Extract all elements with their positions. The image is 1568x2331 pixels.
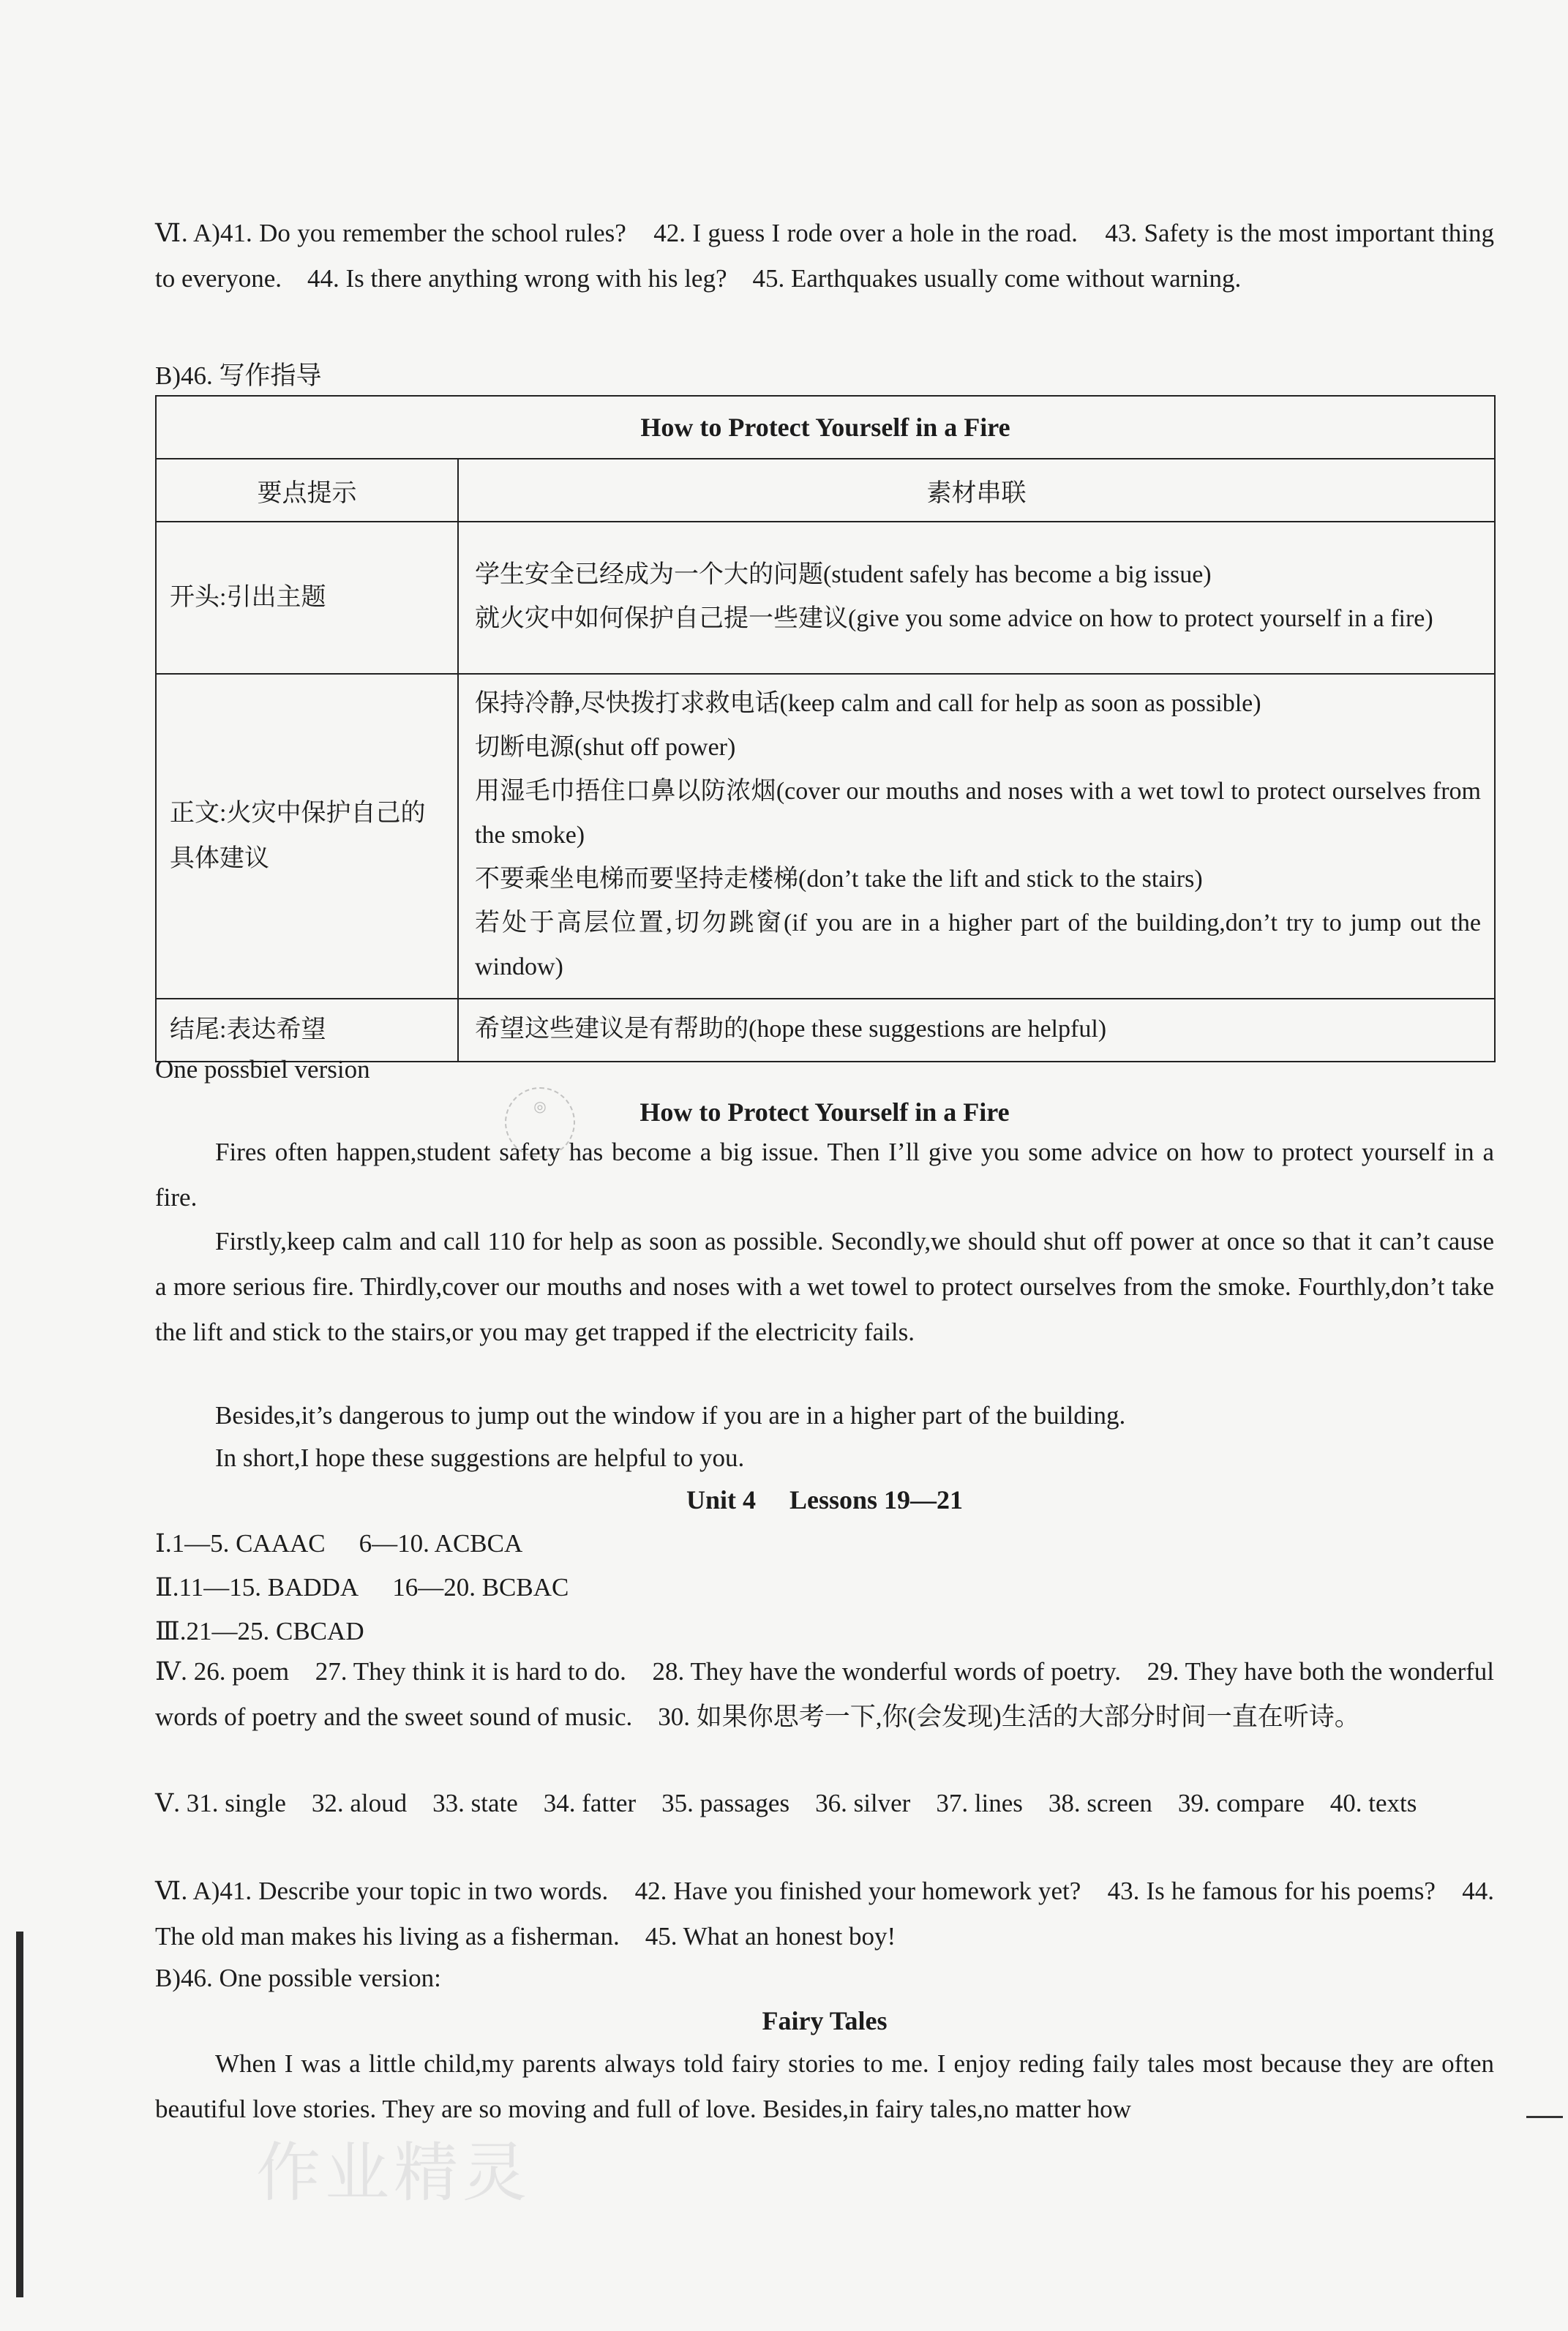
answers-section-vi-a: Ⅵ. A)41. Describe your topic in two words. 42. Have you finished your homework yet? 43. Is he famous for his poems? 44. The old man makes his living as a fisherman. 45. What an honest boy! xyxy=(155,1877,1494,1951)
answers-section-v: Ⅴ. 31. single 32. aloud 33. state 34. fatter 35. passages 36. silver 37. lines 38. screen 39. compare 40. texts xyxy=(155,1789,1417,1817)
outline-line: 切断电源(shut off power) xyxy=(475,734,736,761)
outline-line: 就火灾中如何保护自己提一些建议(give you some advice on how to protect yourself in a fire) xyxy=(475,605,1433,632)
binding-edge-shadow xyxy=(16,1932,23,2297)
outline-line: 学生安全已经成为一个大的问题(student safely has become a big issue) xyxy=(475,561,1212,588)
section-vi-b-label: B)46. 写作指导 xyxy=(155,361,322,390)
outline-content xyxy=(458,522,1495,674)
outline-key: 结尾:表达希望 xyxy=(156,999,458,1062)
unit-label: Unit 4 xyxy=(686,1485,756,1514)
outline-line: 用湿毛巾捂住口鼻以防浓烟(cover our mouths and noses with a wet towl to protect ourselves from the smoke) xyxy=(475,778,1481,849)
outline-row-opening xyxy=(156,522,1495,674)
section-vi-a-answers: Ⅵ. A)41. Do you remember the school rules? 42. I guess I rode over a hole in the road. 43. Safety is the most important thing to everyone. 44. Is there anything wrong with his leg? 45. Earthquakes usually come without warning. xyxy=(155,219,1494,293)
answers-section-ii: Ⅱ.11—15. BADDA 16—20. BCBAC xyxy=(155,1573,569,1602)
essay1-title: How to Protect Yourself in a Fire xyxy=(639,1097,1010,1127)
answers-section-i: Ⅰ.1—5. CAAAC 6—10. ACBCA xyxy=(155,1529,523,1558)
answers-section-vi-b-label: B)46. One possible version: xyxy=(155,1964,441,1992)
lessons-label: Lessons 19—21 xyxy=(789,1485,964,1514)
outline-content xyxy=(458,674,1495,999)
essay1-paragraph: Firstly,keep calm and call 110 for help as soon as possible. Secondly,we should shut off power at once so that it can’t cause a more serious fire. Thirdly,cover our mouths and noses with a wet towel to protect ourselves from the smoke. Fourthly,don’t take the lift and stick to the stairs,or you may get trapped if the electricity fails. xyxy=(155,1227,1494,1346)
outline-key: 正文:火灾中保护自己的具体建议 xyxy=(156,674,458,999)
essay2-title: Fairy Tales xyxy=(762,2006,888,2035)
writing-outline-table xyxy=(155,395,1496,1062)
outline-row-body xyxy=(156,674,1495,999)
outline-key: 开头:引出主题 xyxy=(156,522,458,674)
watermark-text: 作业精灵 xyxy=(256,2135,532,2210)
answers-section-iv: Ⅳ. 26. poem 27. They think it is hard to do. 28. They have the wonderful words of poetry. 29. They have both the wonderful words of poetry and the sweet sound of music. 30. 如果你思考一下,你(会发现)生活的大部分时间一直在听诗。 xyxy=(155,1657,1494,1731)
unit-heading xyxy=(155,1478,1494,1522)
outline-column-material: 素材串联 xyxy=(458,459,1495,522)
outline-content xyxy=(458,999,1495,1062)
answers-section-iii: Ⅲ.21—25. CBCAD xyxy=(155,1617,364,1645)
outline-column-key-points: 要点提示 xyxy=(156,459,458,522)
outline-line: 保持冷静,尽快拨打求救电话(keep calm and call for help as soon as possible) xyxy=(475,690,1261,717)
outline-table-title: How to Protect Yourself in a Fire xyxy=(156,396,1495,459)
outline-line: 不要乘坐电梯而要坚持走楼梯(don’t take the lift and stick to the stairs) xyxy=(475,866,1203,893)
essay2-paragraph: When I was a little child,my parents always told fairy stories to me. I enjoy reding faily tales most because they are often beautiful love stories. They are so moving and full of love. Besides,in fairy tales,no matter how xyxy=(155,2049,1494,2123)
margin-dash xyxy=(1526,2116,1563,2118)
stamp-icon: ◎ xyxy=(505,1087,575,1157)
outline-line: 希望这些建议是有帮助的(hope these suggestions are helpful) xyxy=(475,1016,1107,1043)
essay1-paragraph: Besides,it’s dangerous to jump out the window if you are in a higher part of the building. xyxy=(215,1401,1126,1430)
essay1-paragraph: Fires often happen,student safety has become a big issue. Then I’ll give you some advice on how to protect yourself in a fire. xyxy=(155,1138,1494,1212)
outline-line: 若处于高层位置,切勿跳窗(if you are in a higher part of the building,don’t try to jump out the window) xyxy=(475,909,1481,980)
essay1-version-label: One possbiel version xyxy=(155,1055,370,1084)
essay1-paragraph: In short,I hope these suggestions are helpful to you. xyxy=(215,1444,745,1472)
